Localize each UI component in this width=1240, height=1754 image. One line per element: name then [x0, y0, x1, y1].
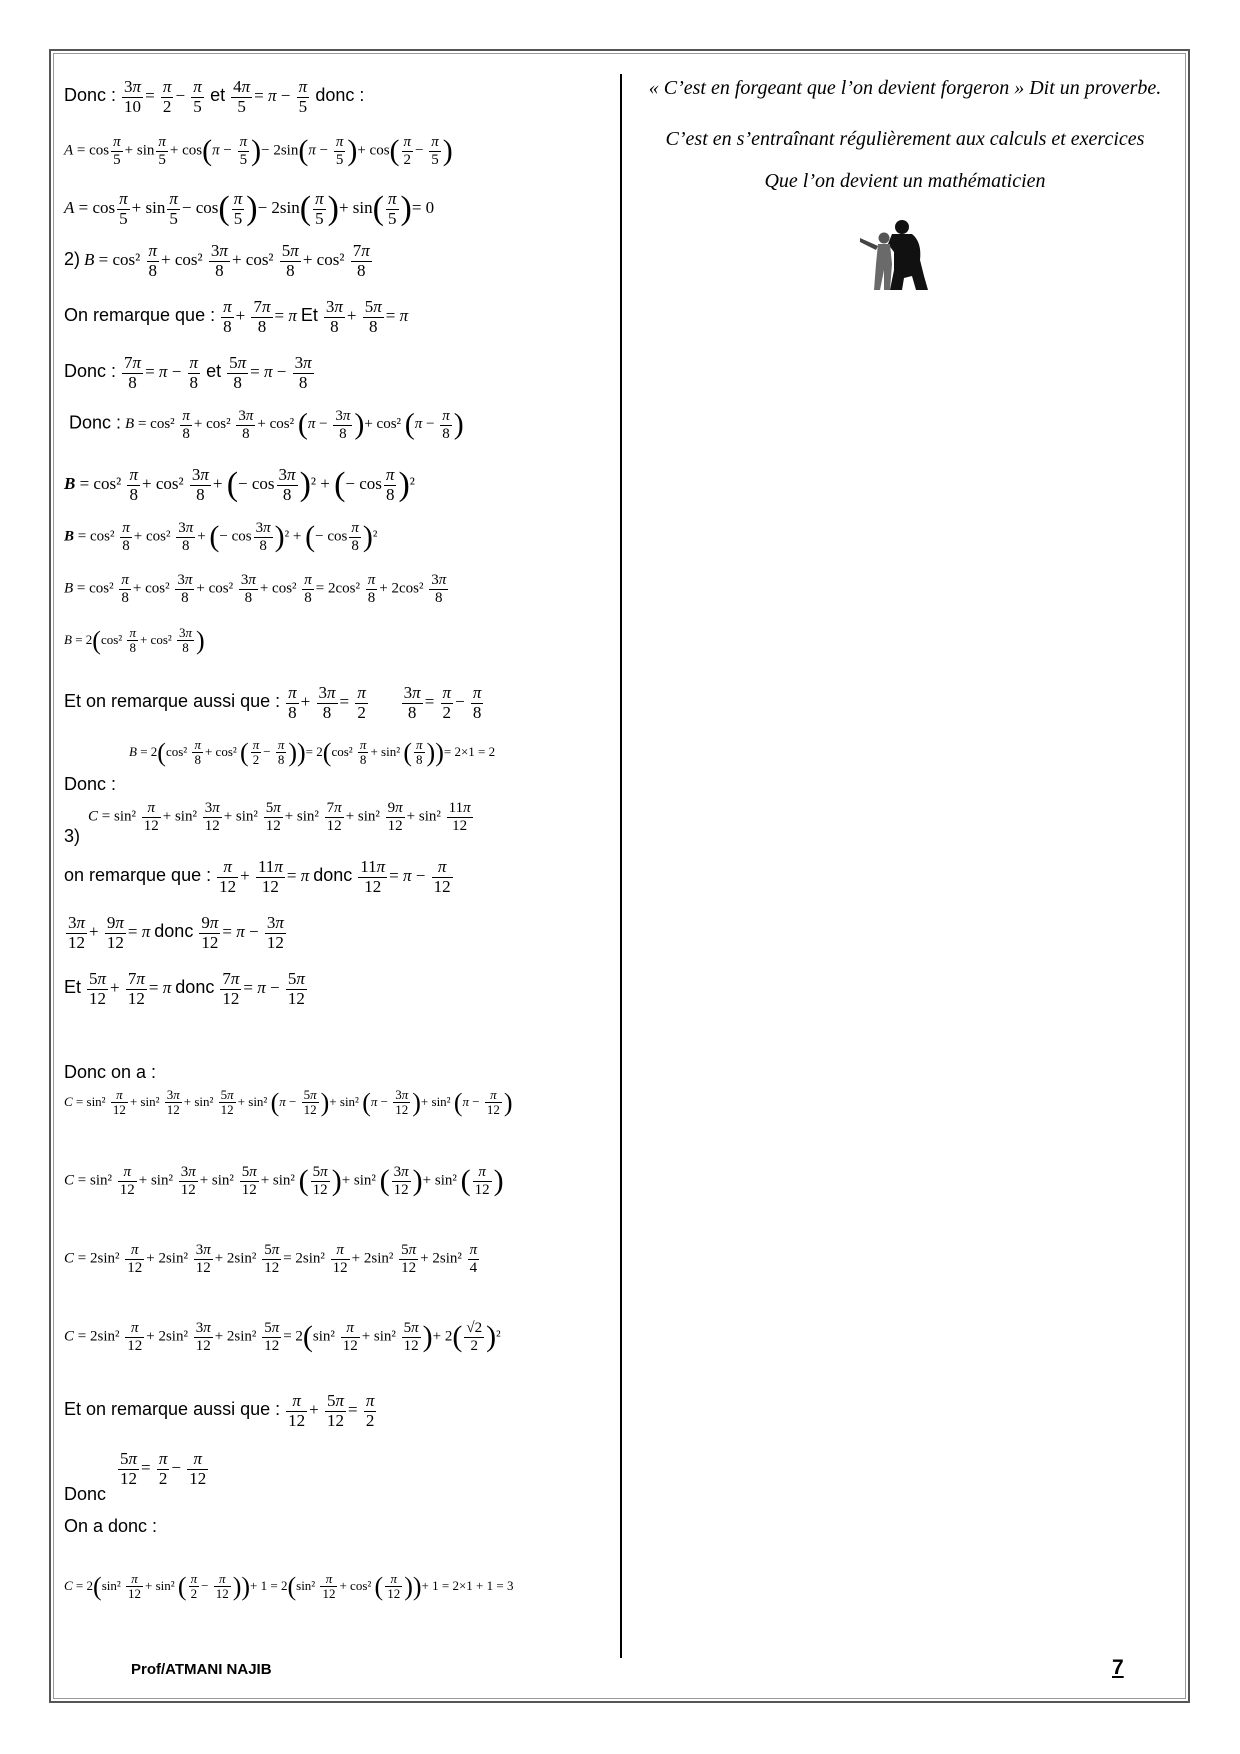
- equation-line: B = cos² $\frac{\pi}{8}$ + cos² $\frac{3\pi}{8}$ + (− cos $\frac{3\pi}{8}$ )² + (− cos $\frac{\pi}{8}$ )²: [64, 520, 378, 554]
- equation-line: Donc : $\frac{7\pi}{8}$ = π − $\frac{\pi}{8}$ et $\frac{5\pi}{8}$ = π − $\frac{3\pi}{8}$: [64, 353, 312, 392]
- author-footer: Prof/ATMANI NAJIB: [131, 1661, 272, 1678]
- equation-line: B = cos² $\frac{\pi}{8}$ + cos² $\frac{3\pi}{8}$ + cos² $\frac{3\pi}{8}$ + cos² $\frac{\pi}{8}$ = 2cos² $\frac{\pi}{8}$ + 2cos² $\frac{3\pi}{8}$: [64, 572, 447, 606]
- equation-line: On a donc :: [64, 1516, 158, 1536]
- equation-line: Et on remarque aussi que : $\frac{\pi}{12}$ + $\frac{5\pi}{12}$ = $\frac{\pi}{2}$: [64, 1391, 375, 1430]
- equation-line: Donc on a :: [64, 1062, 157, 1082]
- equation-line: On remarque que : $\frac{\pi}{8}$ + $\frac{7\pi}{8}$ = π Et $\frac{3\pi}{8}$ + $\frac{5\pi}{8}$ = π: [64, 297, 409, 336]
- equation-line: C = 2sin² $\frac{\pi}{12}$ + 2sin² $\frac{3\pi}{12}$ + 2sin² $\frac{5\pi}{12}$ = 2sin² $\frac{\pi}{12}$ + 2sin² $\frac{5\pi}{12}$ + 2sin² $\frac{\pi}{4}$: [64, 1242, 478, 1276]
- page-number: 7: [1112, 1656, 1124, 1679]
- equation-line: Et $\frac{5\pi}{12}$ + $\frac{7\pi}{12}$ = π donc $\frac{7\pi}{12}$ = π − $\frac{5\pi}{12}$: [64, 969, 305, 1008]
- equation-line: Et on remarque aussi que : $\frac{\pi}{8}$ + $\frac{3\pi}{8}$ = $\frac{\pi}{2}$ $\frac{3\pi}{8}$ = $\frac{\pi}{2}$ − $\frac{\pi}{8}$: [64, 683, 482, 722]
- equation-line: 2) B = cos² $\frac{\pi}{8}$ + cos² $\frac{3\pi}{8}$ + cos² $\frac{5\pi}{8}$ + cos² $\frac{7\pi}{8}$: [64, 241, 370, 280]
- equation-line: B = cos² $\frac{\pi}{8}$ + cos² $\frac{3\pi}{8}$ + (− cos $\frac{3\pi}{8}$ )² + (− cos $\frac{\pi}{8}$ )²: [64, 465, 415, 504]
- column-divider: [620, 74, 622, 1658]
- equation-line: $\frac{3\pi}{12}$ + $\frac{9\pi}{12}$ = π donc $\frac{9\pi}{12}$ = π − $\frac{3\pi}{12}$: [68, 913, 284, 952]
- equation-line: Donc :: [64, 774, 117, 794]
- equation-line: Donc: [64, 1484, 107, 1504]
- equation-line: Donc : B = cos² $\frac{\pi}{8}$ + cos² $\frac{3\pi}{8}$ + cos² (π − $\frac{3\pi}{8}$ )+ cos² (π − $\frac{\pi}{8}$ ): [69, 408, 464, 442]
- equation-line: $\frac{5\pi}{12}$ = $\frac{\pi}{2}$ − $\frac{\pi}{12}$: [120, 1449, 207, 1488]
- equation-line: C = sin² $\frac{\pi}{12}$ + sin² $\frac{3\pi}{12}$ + sin² $\frac{5\pi}{12}$ + sin² ( $\frac{5\pi}{12}$ )+ sin² ( $\frac{3\pi}{12}$ )+ sin² ( $\frac{\pi}{12}$ ): [64, 1164, 504, 1198]
- father-son-silhouette-icon: [858, 218, 934, 292]
- equation-line: B = 2(cos² $\frac{\pi}{8}$ + cos² ( $\frac{\pi}{2}$ − $\frac{\pi}{8}$ ))= 2(cos² $\frac{\pi}{8}$ + sin² ( $\frac{\pi}{8}$ ))= 2×1 = 2: [129, 737, 496, 768]
- equation-line: Donc : $\frac{3\pi}{10}$ = $\frac{\pi}{2}$ − $\frac{\pi}{5}$ et $\frac{4\pi}{5}$ = π − $\frac{\pi}{5}$ donc :: [64, 77, 365, 116]
- equation-line: C = sin² $\frac{\pi}{12}$ + sin² $\frac{3\pi}{12}$ + sin² $\frac{5\pi}{12}$ + sin² (π − $\frac{5\pi}{12}$ )+ sin² (π − $\frac{3\pi}{12}$ )+ sin² (π − $\frac{\pi}{12}$ ): [64, 1087, 513, 1118]
- equation-line: C = sin² $\frac{\pi}{12}$ + sin² $\frac{3\pi}{12}$ + sin² $\frac{5\pi}{12}$ + sin² $\frac{7\pi}{12}$ + sin² $\frac{9\pi}{12}$ + sin² $\frac{11\pi}{12}$: [88, 800, 471, 834]
- quote-line-3: Que l’on devient un mathématicien: [764, 170, 1046, 192]
- equation-line: A = cos $\frac{\pi}{5}$ + sin $\frac{\pi}{5}$ − cos( $\frac{\pi}{5}$ )− 2sin( $\frac{\pi}{5}$ )+ sin( $\frac{\pi}{5}$ )= 0: [64, 189, 435, 228]
- equation-line: 3): [64, 826, 81, 846]
- equation-line: B = 2(cos² $\frac{\pi}{8}$ + cos² $\frac{3\pi}{8}$ ): [64, 625, 205, 656]
- equation-line: A = cos $\frac{\pi}{5}$ + sin $\frac{\pi}{5}$ + cos(π − $\frac{\pi}{5}$ )− 2sin(π − $\frac{\pi}{5}$ )+ cos( $\frac{\pi}{2}$ − $\frac{\pi}{5}$ ): [64, 134, 453, 168]
- equation-line: C = 2(sin² $\frac{\pi}{12}$ + sin² ( $\frac{\pi}{2}$ − $\frac{\pi}{12}$ ))+ 1 = 2(sin² $\frac{\pi}{12}$ + cos² ( $\frac{\pi}{12}$ ))+ 1 = 2×1 + 1 = 3: [64, 1571, 514, 1602]
- quote-line-2: C’est en s’entraînant régulièrement aux calculs et exercices: [665, 128, 1145, 150]
- quote-line-1: « C’est en forgeant que l’on devient forgeron » Dit un proverbe.: [648, 77, 1162, 99]
- equation-line: on remarque que : $\frac{\pi}{12}$ + $\frac{11\pi}{12}$ = π donc $\frac{11\pi}{12}$ = π − $\frac{\pi}{12}$: [64, 857, 451, 896]
- equation-line: C = 2sin² $\frac{\pi}{12}$ + 2sin² $\frac{3\pi}{12}$ + 2sin² $\frac{5\pi}{12}$ = 2(sin² $\frac{\pi}{12}$ + sin² $\frac{5\pi}{12}$ )+ 2( $\frac{√2}{2}$ )²: [64, 1320, 501, 1354]
